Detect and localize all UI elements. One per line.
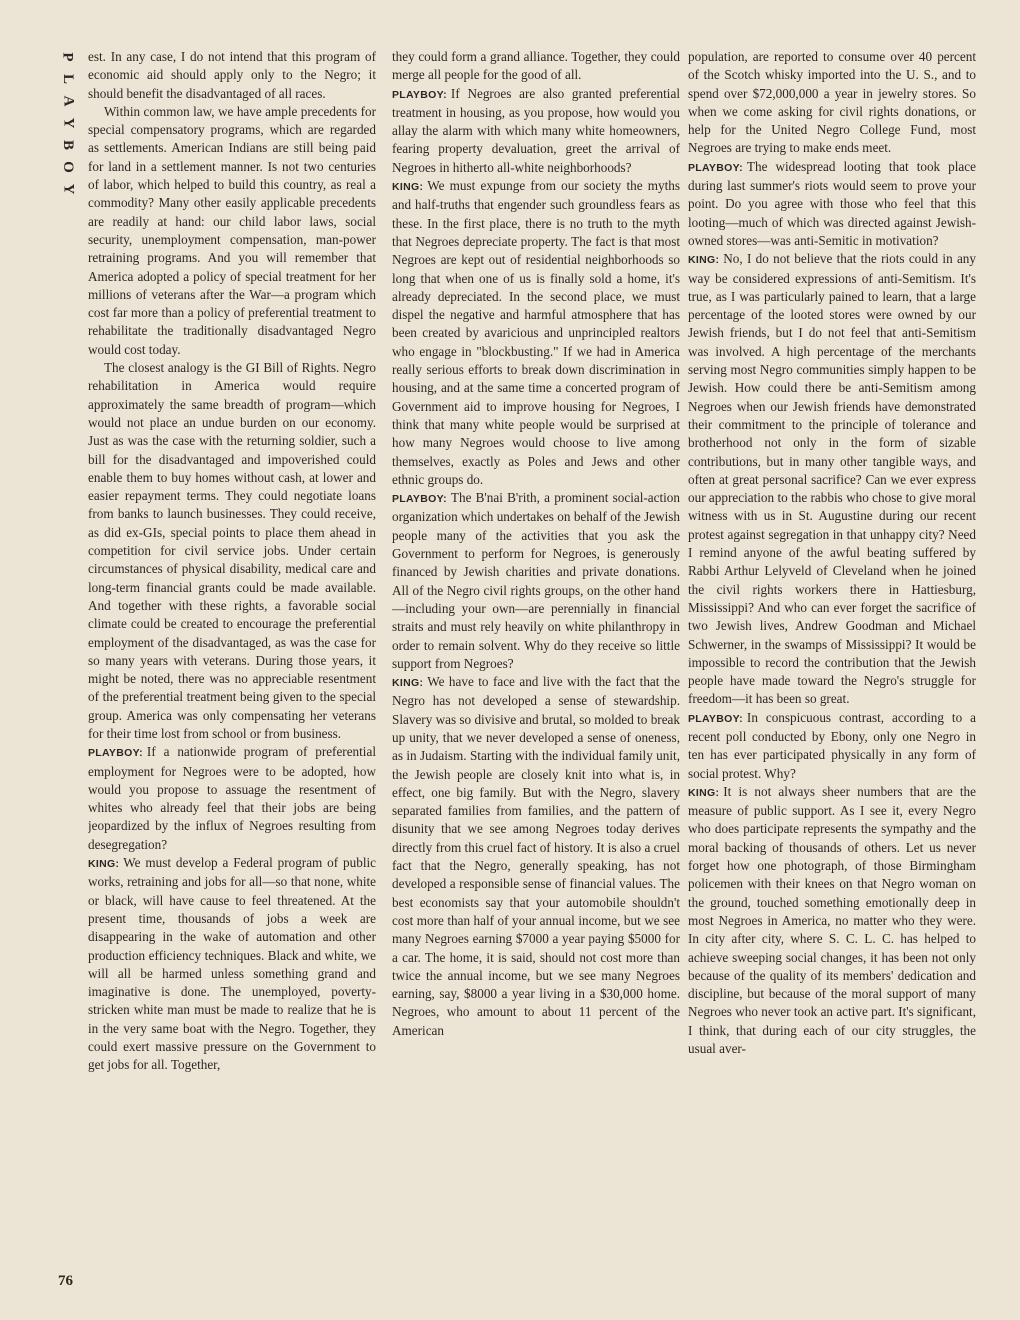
speaker-label: PLAYBOY: <box>392 88 447 101</box>
paragraph-text: If Negroes are also granted preferential treatment in housing, as you propose, how would you allay the alarm with which many white homeowners, fearing property devaluation, greet the arrival of Negroes in hitherto all-white neighborhoods? <box>392 85 680 175</box>
article-paragraph <box>88 103 376 359</box>
paragraph-text: We have to face and live with the fact that the Negro has not developed a sense of stewardship. Slavery was so divisive and brutal, so molded to break up unity, that we never developed a sense of oneness, as in Judaism. Starting with the individual family unit, the Jewish people are closely knit into what is, in effect, one big family. But with the Negro, slavery separated families from families, and the pattern of disunity that we see among Negroes today derives directly from this cruel fact of history. It is also a cruel fact that the Negro, generally speaking, has not developed a responsible sense of financial values. The best economists say that your automobile shouldn't cost more than half of your annual income, but we see many Negroes earning $7000 a year paying $5000 for a car. The home, it is said, should not cost more than twice the annual income, but we see many Negroes earning, say, $8000 a year living in a $30,000 home. Negroes, who amount to about 11 percent of the American <box>392 674 680 1038</box>
paragraph-text: We must expunge from our society the myths and half-truths that engender such groundless fears as these. In the first place, there is no truth to the myth that Negroes depreciate property. The fact is that most Negroes are kept out of residential neighborhoods so long that when one of us is finally sold a home, it's already depreciated. In the second place, we must dispel the negative and harmful atmosphere that has been created by avaricious and unprincipled realtors who engage in "blockbusting." If we had in America really serious efforts to break down discrimination in housing, and at the same time a concerted program of Government aid to improve housing for Negroes, I think that many white people would be surprised at how many Negroes would choose to live among themselves, exactly as Poles and Jews and other ethnic groups do. <box>392 178 680 487</box>
article-paragraph <box>392 85 680 177</box>
title-letter: A <box>60 95 76 107</box>
paragraph-text: est. In any case, I do not intend that this program of economic aid should apply only to the Negro; it should benefit the disadvantaged of all races. <box>88 49 376 101</box>
title-letter: Y <box>60 117 76 129</box>
article-paragraph <box>392 489 680 673</box>
speaker-label: KING: <box>392 181 424 194</box>
paragraph-text: No, I do not believe that the riots could in any way be considered expressions of anti-Semitism. It's true, as I was particularly pained to learn, that a large percentage of the looted stores were owned by our Jewish friends, but I do not feel that anti-Semitism was involved. A high percentage of the merchants serving most Negro communities simply happen to be Jewish. How could there be anti-Semitism among Negroes when our Jewish friends have demonstrated their commitment to the principle of tolerance and brotherhood not only in the form of sizable contributions, but in many other tangible ways, and often at great personal sacrifice? Can we ever express our appreciation to the rabbis who chose to give moral witness with us in St. Augustine during our recent protest against segregation in that unhappy city? Need I remind anyone of the awful beating suffered by Rabbi Arthur Lelyveld of Cleveland when he joined the civil rights workers there in Hattiesburg, Mississippi? And who can ever forget the sacrifice of two Jewish lives, Andrew Goodman and Michael Schwerner, in the swamps of Mississippi? It would be impossible to record the contribution that the Jewish people have made toward the Negro's struggle for freedom—it has been so great. <box>688 251 976 707</box>
text-column-2 <box>392 48 680 1300</box>
paragraph-text: The closest analogy is the GI Bill of Rights. Negro rehabilitation in America would require approximately the same breadth of program—which would not place an undue burden on our economy. Just as was the case with the returning soldier, such a bill for the disadvantaged and impoverished could enable them to buy homes without cash, at lower and easier repayment terms. They could negotiate loans from banks to launch businesses. They could receive, as did ex-GIs, special points to place them ahead in competition for civil service jobs. Under certain circumstances of physical disability, medical care and long-term financial grants could be made available. And together with these rights, a favorable social climate could be created to encourage the preferential employment of the disadvantaged, as was the case for so many years with veterans. During those years, it might be noted, there was no appreciable resentment of the preferential treatment being given to the special group. America was only compensating her veterans for their time lost from school or from business. <box>88 360 376 741</box>
paragraph-text: The widespread looting that took place during last summer's riots would seem to prove your point. Do you agree with those who feel that this looting—much of which was directed against Jewish-owned stores—was anti-Semitic in motivation? <box>688 158 976 248</box>
article-paragraph <box>88 743 376 854</box>
article-paragraph <box>688 250 976 708</box>
article-paragraph <box>392 673 680 1040</box>
paragraph-text: It is not always sheer numbers that are the measure of public support. As I see it, every Negro who does participate represents the sympathy and the moral backing of thousands of others. Let us never forget how one photograph, of those Birmingham policemen with their knees on that Negro woman on the ground, touched something emotionally deep in most Negroes in America, no matter who they were. In city after city, where S. C. L. C. has helped to achieve sweeping social changes, it has been not only because of the quality of its members' dedication and discipline, but because of the moral support of many Negroes who never took an active part. It's significant, I think, that during each of our city struggles, the usual aver- <box>688 783 976 1057</box>
title-letter: O <box>59 161 76 173</box>
title-letter: L <box>59 73 76 85</box>
article-paragraph <box>688 48 976 158</box>
article-paragraph <box>688 709 976 783</box>
speaker-label: KING: <box>88 858 120 871</box>
page-number: 76 <box>58 1273 73 1289</box>
text-column-1 <box>88 48 376 1300</box>
text-column-3 <box>688 48 976 1300</box>
paragraph-text: We must develop a Federal program of public works, retraining and jobs for all—so that none, white or black, will have cause to feel threatened. At the present time, thousands of jobs a week are disappearing in the wake of automation and other production efficiency techniques. Black and white, we will all be harmed unless something grand and imaginative is done. The unemployed, poverty-stricken white man must be made to realize that he is in the very same boat with the Negro. Together, they could exert massive pressure on the Government to get jobs for all. Together, <box>88 855 376 1073</box>
article-paragraph <box>392 48 680 85</box>
paragraph-text: Within common law, we have ample precedents for special compensatory programs, which are regarded as settlements. American Indians are still being paid for land in a settlement manner. Is not two centuries of labor, which helped to build this country, as real a commodity? Many other easily applicable precedents are readily at hand: our child labor laws, social security, unemployment compensation, man-power retraining programs. And you will remember that America adopted a policy of special treatment for her millions of veterans after the War—a program which cost far more than a policy of preferential treatment to rehabilitate the traditionally disadvantaged Negro would cost today. <box>88 103 376 357</box>
article-paragraph <box>88 48 376 103</box>
magazine-title <box>56 46 80 200</box>
paragraph-text: The B'nai B'rith, a prominent social-action organization which undertakes on behalf of the Jewish people many of the activities that you ask the Government to perform for Negroes, is generously financed by Jewish charities and private donations. All of the Negro civil rights groups, on the other hand—including your own—are perennially in financial straits and must rely heavily on white philanthropy in order to remain solvent. Why do they receive so little support from Negroes? <box>392 490 680 671</box>
speaker-label: KING: <box>392 677 424 690</box>
article-paragraph <box>688 783 976 1058</box>
article-paragraph <box>88 359 376 743</box>
speaker-label: KING: <box>688 254 720 267</box>
speaker-label: PLAYBOY: <box>688 161 743 174</box>
article-paragraph <box>392 177 680 489</box>
paragraph-text: If a nationwide program of preferential employment for Negroes were to be adopted, how would you propose to assuage the resentment of whites who already feel that their jobs are being jeopardized by the influx of Negroes resulting from desegregation? <box>88 744 376 852</box>
article-paragraph <box>688 158 976 250</box>
title-letter: P <box>59 52 76 62</box>
speaker-label: PLAYBOY: <box>688 712 743 725</box>
paragraph-text: In conspicuous contrast, according to a recent poll conducted by Ebony, only one Negro in ten has ever participated physically in any form of social protest. Why? <box>688 709 976 781</box>
title-letter: B <box>59 139 76 151</box>
speaker-label: PLAYBOY: <box>88 747 143 760</box>
paragraph-text: population, are reported to consume over 40 percent of the Scotch whisky imported into the U. S., and to spend over $72,000,000 a year in jewelry stores. So when we come asking for civil rights donations, or help for the United Negro College Fund, most Negroes are trying to make ends meet. <box>688 49 976 156</box>
speaker-label: KING: <box>688 786 720 799</box>
speaker-label: PLAYBOY: <box>392 493 447 506</box>
title-letter: Y <box>60 183 76 195</box>
article-paragraph <box>88 854 376 1075</box>
paragraph-text: they could form a grand alliance. Together, they could merge all people for the good of all. <box>392 49 680 83</box>
